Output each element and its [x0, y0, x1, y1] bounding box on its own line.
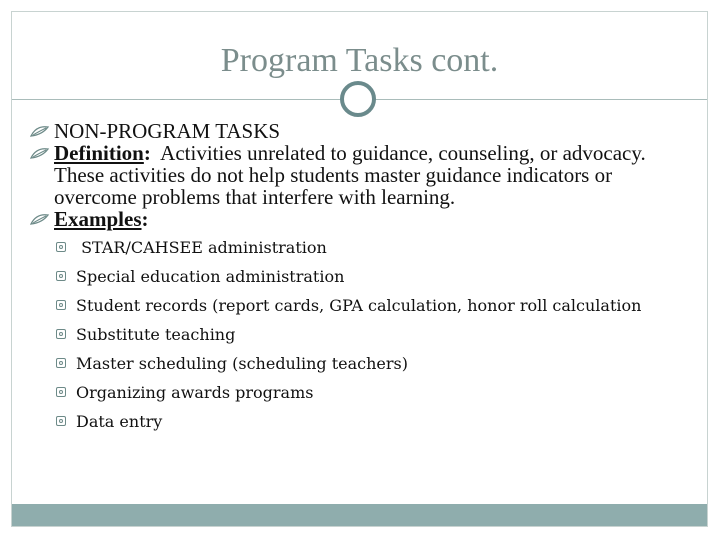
square-bullet-icon: [56, 242, 66, 252]
list-item: Special education administration: [54, 262, 695, 291]
list-item: Organizing awards programs: [54, 378, 695, 407]
square-bullet-icon: [56, 358, 66, 368]
ring-ornament-icon: [340, 81, 376, 117]
examples-list: [30, 233, 695, 436]
list-item: Student records (report cards, GPA calculation, honor roll calculation: [54, 291, 695, 320]
square-bullet-icon: [56, 387, 66, 397]
bullet-text: NON-PROGRAM TASKS: [54, 119, 281, 143]
square-bullet-icon: [56, 271, 66, 281]
leaf-bullet-icon: [30, 213, 50, 227]
square-bullet-icon: [56, 329, 66, 339]
definition-colon: :: [143, 141, 151, 165]
list-item: Data entry: [54, 407, 695, 436]
list-item: Substitute teaching: [54, 320, 695, 349]
square-bullet-icon: [56, 416, 66, 426]
definition-label: Definition: [54, 141, 144, 165]
slide-content: [30, 120, 695, 436]
square-bullet-icon: [56, 300, 66, 310]
leaf-bullet-icon: [30, 125, 50, 139]
bullet-examples: [30, 208, 695, 230]
list-item: STAR/CAHSEE administration: [54, 233, 695, 262]
slide: [11, 11, 708, 527]
list-item: Master scheduling (scheduling teachers): [54, 349, 695, 378]
examples-label: Examples: [54, 207, 142, 231]
footer-bar: [12, 504, 707, 526]
definition-text: Activities unrelated to guidance, counseling, or advocacy. These activities do not help students master guidance indicators or overcome problems that interfere with learning.: [54, 141, 656, 209]
leaf-bullet-icon: [30, 147, 50, 161]
slide-title: Program Tasks cont.: [220, 42, 499, 79]
bullet-non-program-tasks: [30, 120, 695, 142]
examples-colon: :: [141, 207, 149, 231]
bullet-definition: [30, 142, 695, 208]
